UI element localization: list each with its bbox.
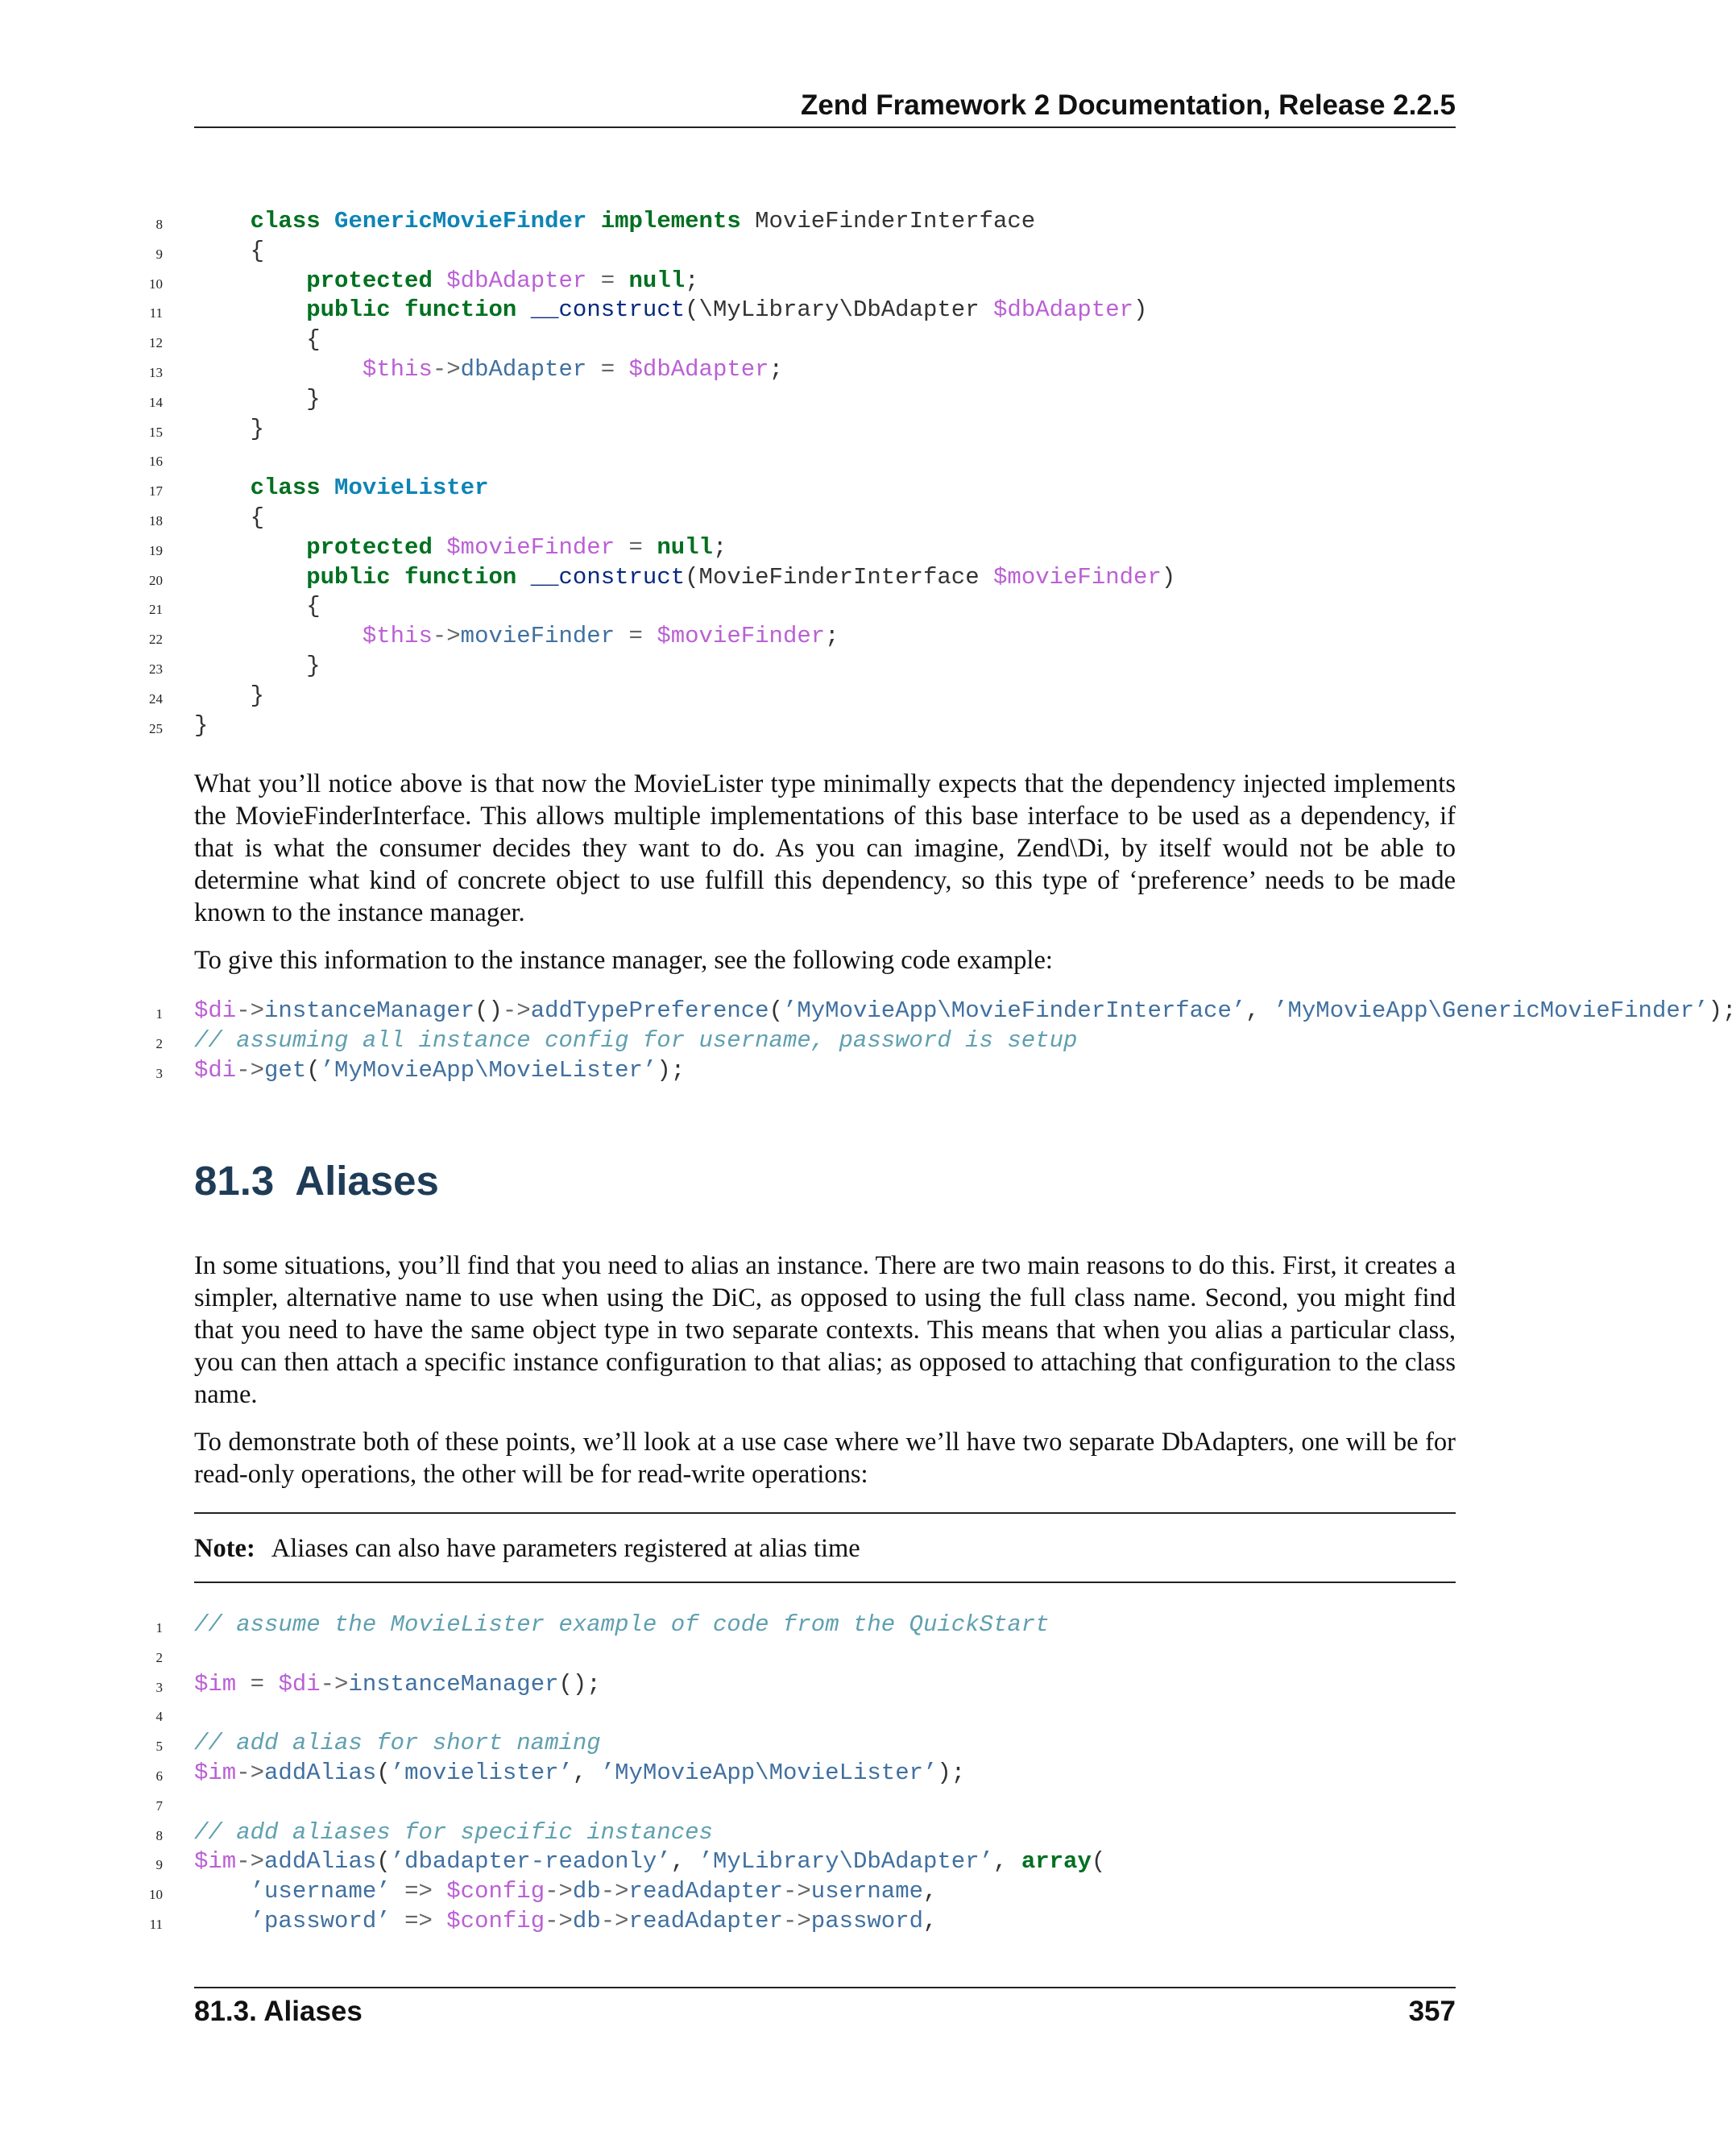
code-token: $this bbox=[362, 355, 433, 383]
code-token: = bbox=[600, 267, 615, 294]
code-token: } bbox=[194, 415, 265, 442]
code-token: -> bbox=[432, 355, 461, 383]
code-text bbox=[194, 1026, 1077, 1056]
code-token bbox=[321, 208, 334, 234]
code-token bbox=[391, 564, 404, 591]
code-token: $dbAdapter bbox=[446, 267, 587, 294]
code-token: $dbAdapter bbox=[628, 355, 769, 383]
line-number: 19 bbox=[149, 542, 163, 558]
code-token: ’MyMovieApp\MovieLister’ bbox=[600, 1759, 938, 1786]
code-token: // assuming all instance config for username, password is setup bbox=[194, 1026, 1078, 1054]
code-token: -> bbox=[782, 1878, 811, 1905]
code-block-1 bbox=[145, 207, 1650, 740]
code-token bbox=[433, 534, 446, 561]
code-text bbox=[194, 474, 488, 504]
code-token bbox=[236, 1671, 250, 1698]
code-text bbox=[194, 592, 321, 622]
code-token: public bbox=[306, 563, 391, 591]
line-number: 8 bbox=[155, 217, 163, 232]
code-text bbox=[194, 415, 264, 445]
code-text bbox=[194, 1729, 601, 1759]
code-token: ’username’ bbox=[250, 1878, 391, 1905]
code-token: { bbox=[194, 504, 265, 531]
code-token: ); bbox=[1708, 997, 1736, 1024]
code-token: protected bbox=[306, 267, 433, 294]
line-number: 15 bbox=[149, 424, 163, 440]
code-token: , bbox=[923, 1907, 938, 1934]
code-token: -> bbox=[320, 1670, 349, 1698]
code-line bbox=[145, 682, 1650, 711]
code-token: -> bbox=[236, 1759, 265, 1786]
code-token: ; bbox=[712, 533, 727, 561]
code-token: , bbox=[572, 1759, 601, 1786]
code-token bbox=[194, 356, 363, 383]
code-token: db bbox=[572, 1907, 601, 1934]
code-token: addAlias bbox=[264, 1848, 377, 1876]
code-text bbox=[194, 504, 264, 533]
code-token: instanceManager bbox=[348, 1670, 559, 1698]
code-text bbox=[194, 711, 208, 741]
header-rule bbox=[194, 126, 1456, 128]
code-line bbox=[145, 563, 1650, 593]
line-number: 14 bbox=[149, 394, 163, 410]
code-token: ’movielister’ bbox=[390, 1759, 573, 1786]
paragraph-alias-intro: In some situations, you’ll find that you need to alias an instance. There are two main reasons to do this. First, it creates a simpler, alternative name to use when using the DiC, as opposed to using the full class name. Second, you might find that you need to have the same object type in two separate contexts. This means that when you alias a particular class, you can then attach a specific instance configuration to that alias; as opposed to attaching that configuration to the class name. bbox=[194, 1251, 1456, 1409]
line-number: 18 bbox=[149, 512, 163, 529]
code-token: __construct bbox=[530, 563, 686, 591]
line-number: 20 bbox=[149, 572, 163, 588]
section-heading bbox=[194, 1157, 439, 1204]
code-line bbox=[145, 415, 1650, 445]
code-token bbox=[433, 1908, 446, 1934]
code-text bbox=[194, 296, 1147, 325]
code-text bbox=[194, 1670, 601, 1700]
code-text bbox=[194, 682, 264, 711]
code-token: ( bbox=[376, 1759, 391, 1786]
code-token: = bbox=[250, 1670, 265, 1698]
line-number: 2 bbox=[155, 1035, 163, 1051]
paragraph-preference: What you’ll notice above is that now the MovieLister type minimally expects that the dependency injected implements the MovieFinderInterface. This allows multiple implementations of this base interface to be used as a dependency, if that is what the consumer decides they want to do. As you can imagine, Zend\Di, by itself would not be able to determine what kind of concrete object to use fulfill this dependency, so this type of ‘preference’ needs to be made known to the instance manager. bbox=[194, 769, 1456, 927]
code-line bbox=[145, 1847, 1650, 1877]
code-token: $dbAdapter bbox=[993, 296, 1134, 324]
code-token: function bbox=[404, 296, 517, 324]
code-line bbox=[145, 325, 1650, 355]
line-number: 24 bbox=[149, 690, 163, 707]
code-token: movieFinder bbox=[460, 623, 615, 650]
code-token bbox=[615, 534, 628, 561]
note-text: Aliases can also have parameters registered at alias time bbox=[271, 1534, 860, 1563]
code-token: $im bbox=[194, 1670, 237, 1698]
code-token: (\MyLibrary\DbAdapter bbox=[685, 296, 994, 324]
code-line bbox=[145, 1640, 1650, 1670]
code-token: array bbox=[1021, 1848, 1092, 1876]
code-token bbox=[194, 623, 363, 649]
code-token: -> bbox=[432, 623, 461, 650]
code-token: $di bbox=[194, 997, 237, 1024]
code-line bbox=[145, 296, 1650, 325]
code-token: } bbox=[194, 652, 321, 679]
code-token bbox=[615, 356, 628, 383]
code-token: MovieFinderInterface bbox=[740, 208, 1036, 234]
line-number: 22 bbox=[149, 632, 163, 648]
code-line bbox=[145, 267, 1650, 296]
code-token: , bbox=[923, 1878, 938, 1905]
line-number: 11 bbox=[149, 305, 163, 321]
code-token: ( bbox=[376, 1848, 391, 1876]
code-token: ( bbox=[1091, 1848, 1106, 1876]
code-token: readAdapter bbox=[628, 1907, 783, 1934]
code-line bbox=[145, 1670, 1650, 1700]
code-text bbox=[194, 325, 321, 355]
code-line bbox=[145, 1699, 1650, 1729]
code-token: { bbox=[194, 326, 321, 354]
code-token: -> bbox=[545, 1907, 573, 1934]
code-token: class bbox=[250, 475, 321, 502]
code-token: implements bbox=[600, 208, 741, 234]
note-label: Note: bbox=[194, 1534, 255, 1563]
code-token bbox=[516, 564, 530, 591]
code-token: db bbox=[572, 1878, 601, 1905]
code-token: () bbox=[474, 997, 503, 1024]
code-token bbox=[643, 623, 657, 649]
footer-page-number: 357 bbox=[1408, 1996, 1456, 2027]
code-line bbox=[145, 444, 1650, 474]
code-token: password bbox=[810, 1907, 924, 1934]
code-token: username bbox=[810, 1878, 924, 1905]
line-number: 16 bbox=[149, 454, 163, 470]
line-number: 23 bbox=[149, 661, 163, 677]
code-token: $di bbox=[278, 1670, 321, 1698]
code-token: null bbox=[628, 267, 686, 294]
footer-rule bbox=[194, 1987, 1456, 1988]
line-number: 2 bbox=[155, 1649, 163, 1665]
page-header-title: Zend Framework 2 Documentation, Release 2.2.5 bbox=[800, 89, 1456, 121]
code-token bbox=[391, 1908, 404, 1934]
code-line bbox=[145, 207, 1650, 237]
code-token: instanceManager bbox=[264, 997, 475, 1024]
code-token: // assume the MovieLister example of code from the QuickStart bbox=[194, 1611, 1050, 1638]
code-token: ’dbadapter-readonly’ bbox=[390, 1848, 671, 1876]
note-box bbox=[194, 1534, 860, 1564]
line-number: 21 bbox=[149, 602, 163, 618]
code-token: // add alias for short naming bbox=[194, 1730, 601, 1757]
code-token: (); bbox=[558, 1670, 601, 1698]
code-token: , bbox=[993, 1848, 1021, 1876]
code-token bbox=[194, 267, 306, 294]
line-number: 6 bbox=[155, 1768, 163, 1784]
note-bottom-rule bbox=[194, 1582, 1456, 1583]
code-token bbox=[194, 475, 251, 501]
code-token: function bbox=[404, 563, 517, 591]
code-token: GenericMovieFinder bbox=[334, 208, 587, 234]
line-number: 1 bbox=[155, 1620, 163, 1635]
code-token: ( bbox=[769, 997, 783, 1024]
code-token: __construct bbox=[530, 296, 686, 324]
code-token: ( bbox=[306, 1056, 321, 1084]
code-token: dbAdapter bbox=[460, 355, 587, 383]
code-text bbox=[194, 1847, 1105, 1877]
code-line bbox=[145, 652, 1650, 682]
paragraph-give-info: To give this information to the instance manager, see the following code example: bbox=[194, 946, 1053, 975]
code-token: } bbox=[194, 711, 209, 739]
code-token: -> bbox=[600, 1907, 629, 1934]
code-token bbox=[321, 475, 334, 501]
code-token: class bbox=[250, 208, 321, 234]
section-title: Aliases bbox=[295, 1158, 439, 1204]
code-line bbox=[145, 1789, 1650, 1818]
code-text bbox=[194, 1759, 965, 1789]
code-token bbox=[194, 564, 306, 591]
code-token: ) bbox=[1161, 563, 1176, 591]
code-token: ); bbox=[657, 1056, 686, 1084]
code-token: $di bbox=[194, 1056, 237, 1084]
code-token: -> bbox=[236, 997, 265, 1024]
code-text bbox=[194, 267, 699, 296]
code-token bbox=[391, 1878, 404, 1905]
code-token: -> bbox=[545, 1878, 573, 1905]
code-token bbox=[615, 267, 628, 294]
code-line bbox=[145, 1026, 1650, 1056]
code-token: $movieFinder bbox=[657, 623, 826, 650]
code-token: , bbox=[670, 1848, 699, 1876]
code-token: = bbox=[628, 623, 643, 650]
code-line bbox=[145, 1611, 1650, 1640]
code-token: ; bbox=[769, 355, 783, 383]
code-token: -> bbox=[782, 1907, 811, 1934]
code-token: ; bbox=[825, 623, 839, 650]
code-token: $config bbox=[446, 1907, 545, 1934]
code-token: ); bbox=[937, 1759, 966, 1786]
code-text bbox=[194, 1907, 937, 1937]
code-line bbox=[145, 711, 1650, 741]
footer-section: 81.3. Aliases bbox=[194, 1996, 363, 2027]
code-token: $movieFinder bbox=[446, 533, 615, 561]
code-line bbox=[145, 997, 1736, 1026]
code-token bbox=[194, 1878, 251, 1905]
code-text bbox=[194, 563, 1175, 593]
line-number: 9 bbox=[155, 246, 163, 262]
code-token: $movieFinder bbox=[993, 563, 1162, 591]
code-block-3 bbox=[145, 1611, 1650, 1937]
code-token: { bbox=[194, 237, 265, 264]
code-token: } bbox=[194, 385, 321, 412]
line-number: 8 bbox=[155, 1827, 163, 1843]
code-token: = bbox=[600, 355, 615, 383]
code-token: readAdapter bbox=[628, 1878, 783, 1905]
code-token: protected bbox=[306, 533, 433, 561]
code-token: => bbox=[404, 1878, 433, 1905]
code-text bbox=[194, 385, 321, 415]
code-token: ) bbox=[1133, 296, 1148, 324]
code-token: $this bbox=[362, 623, 433, 650]
section-number: 81.3 bbox=[194, 1158, 275, 1204]
code-token: $im bbox=[194, 1759, 237, 1786]
code-line bbox=[145, 622, 1650, 652]
line-number: 25 bbox=[149, 720, 163, 736]
code-token: -> bbox=[236, 1056, 265, 1084]
code-token: -> bbox=[502, 997, 531, 1024]
code-token: ; bbox=[685, 267, 699, 294]
code-token: , bbox=[1245, 997, 1274, 1024]
code-token: -> bbox=[236, 1848, 265, 1876]
code-text bbox=[194, 207, 1035, 237]
code-text bbox=[194, 652, 321, 682]
code-token: public bbox=[306, 296, 391, 324]
code-line bbox=[145, 1729, 1650, 1759]
line-number: 10 bbox=[149, 276, 163, 292]
code-token: -> bbox=[600, 1878, 629, 1905]
code-line bbox=[145, 355, 1650, 385]
code-token bbox=[194, 1908, 251, 1934]
line-number: 1 bbox=[155, 1006, 163, 1022]
note-top-rule bbox=[194, 1512, 1456, 1514]
line-number: 3 bbox=[155, 1679, 163, 1695]
code-line bbox=[145, 1907, 1650, 1937]
code-text bbox=[194, 1611, 1050, 1640]
code-text bbox=[194, 1818, 713, 1848]
code-text bbox=[194, 533, 727, 563]
code-token: get bbox=[264, 1056, 307, 1084]
code-token: ’MyMovieApp\MovieFinderInterface’ bbox=[782, 997, 1246, 1024]
code-line bbox=[145, 474, 1650, 504]
code-token: (MovieFinderInterface bbox=[685, 563, 994, 591]
code-line bbox=[145, 1877, 1650, 1907]
code-text bbox=[194, 1056, 685, 1086]
code-token: } bbox=[194, 682, 265, 709]
line-number: 17 bbox=[149, 483, 163, 500]
code-token: null bbox=[657, 533, 713, 561]
code-line bbox=[145, 385, 1650, 415]
code-token: ’MyMovieApp\MovieLister’ bbox=[320, 1056, 657, 1084]
line-number: 9 bbox=[155, 1857, 163, 1873]
line-number: 11 bbox=[149, 1916, 163, 1932]
code-line bbox=[145, 533, 1650, 563]
code-token: $config bbox=[446, 1878, 545, 1905]
code-token bbox=[516, 296, 530, 323]
code-token bbox=[586, 208, 600, 234]
line-number: 7 bbox=[155, 1797, 163, 1814]
code-token bbox=[586, 267, 600, 294]
code-token: => bbox=[404, 1907, 433, 1934]
code-token: MovieLister bbox=[334, 475, 489, 502]
code-line bbox=[145, 237, 1650, 267]
code-line bbox=[145, 1818, 1650, 1848]
code-line bbox=[145, 592, 1650, 622]
code-token: $im bbox=[194, 1848, 237, 1876]
code-token bbox=[391, 296, 404, 323]
code-token bbox=[264, 1671, 278, 1698]
line-number: 3 bbox=[155, 1065, 163, 1081]
code-text bbox=[194, 1877, 937, 1907]
code-token: ’MyLibrary\DbAdapter’ bbox=[698, 1848, 994, 1876]
line-number: 5 bbox=[155, 1739, 163, 1755]
line-number: 10 bbox=[149, 1887, 163, 1903]
code-token: { bbox=[194, 593, 321, 620]
code-text bbox=[194, 237, 264, 267]
code-token bbox=[615, 623, 628, 649]
code-line bbox=[145, 1759, 1650, 1789]
code-text bbox=[194, 997, 1736, 1026]
code-block-2 bbox=[145, 997, 1736, 1085]
code-token: ’password’ bbox=[250, 1907, 391, 1934]
code-token: // add aliases for specific instances bbox=[194, 1818, 713, 1846]
code-token bbox=[433, 267, 446, 294]
code-text bbox=[194, 355, 783, 385]
line-number: 12 bbox=[149, 335, 163, 351]
code-text bbox=[194, 622, 839, 652]
line-number: 4 bbox=[155, 1709, 163, 1725]
code-token bbox=[194, 208, 251, 234]
code-token bbox=[194, 296, 306, 323]
code-token: = bbox=[628, 533, 643, 561]
paragraph-demonstrate: To demonstrate both of these points, we’ll look at a use case where we’ll have two separate DbAdapters, one will be for read-only operations, the other will be for read-write operations: bbox=[194, 1428, 1456, 1489]
code-line bbox=[145, 504, 1650, 533]
code-token bbox=[194, 534, 306, 561]
code-token bbox=[586, 356, 600, 383]
code-token: ’MyMovieApp\GenericMovieFinder’ bbox=[1274, 997, 1709, 1024]
code-token bbox=[433, 1878, 446, 1905]
code-token bbox=[643, 534, 657, 561]
code-token: addAlias bbox=[264, 1759, 377, 1786]
line-number: 13 bbox=[149, 364, 163, 380]
code-token: addTypePreference bbox=[530, 997, 769, 1024]
code-line bbox=[145, 1056, 1650, 1086]
